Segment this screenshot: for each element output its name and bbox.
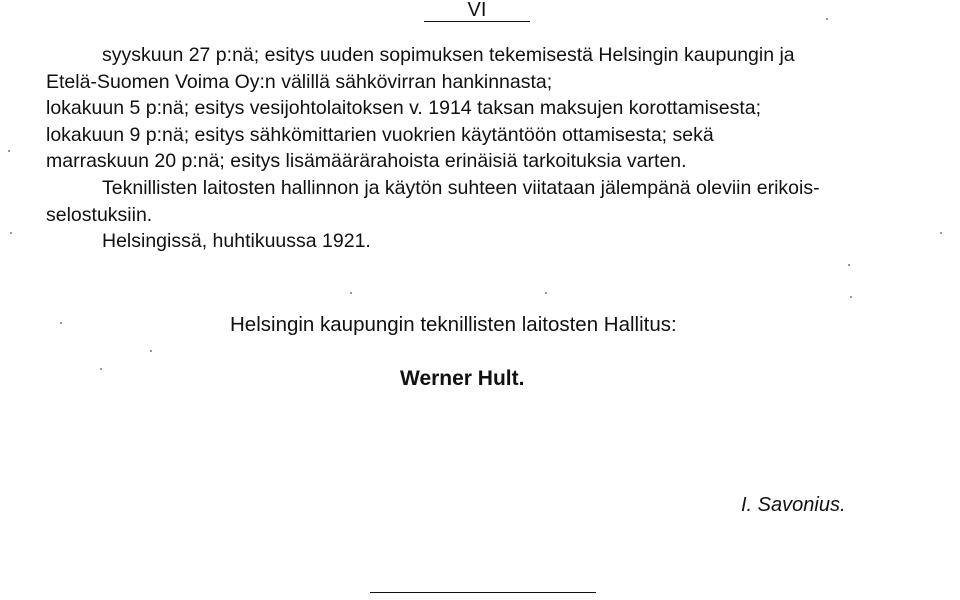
text-line: Teknillisten laitosten hallinnon ja käytön suhteen viitataan jälempänä oleviin erikois- <box>102 176 820 199</box>
scan-speck <box>8 150 10 152</box>
scan-speck <box>545 292 547 294</box>
place-date-line: Helsingissä, huhtikuussa 1921. <box>102 230 371 253</box>
scan-speck <box>150 350 152 352</box>
board-signature-line: Helsingin kaupungin teknillisten laitosten Hallitus: <box>230 313 677 336</box>
scan-speck <box>100 368 102 370</box>
text-line: selostuksiin. <box>46 203 153 226</box>
scan-speck <box>10 232 12 234</box>
text-line: lokakuun 9 p:nä; esitys sähkömittarien vuokrien käytäntöön ottamisesta; sekä <box>46 123 714 146</box>
text-line: Etelä-Suomen Voima Oy:n välillä sähkövirran hankinnasta; <box>46 70 553 93</box>
page-number: VI <box>424 0 530 22</box>
signer-name: Werner Hult. <box>400 367 525 390</box>
scan-speck <box>850 296 852 298</box>
body-text <box>46 42 912 255</box>
text-line: syyskuun 27 p:nä; esitys uuden sopimuksen tekemisestä Helsingin kaupungin ja <box>102 44 795 66</box>
scan-speck <box>940 232 942 234</box>
cosigner-name: I. Savonius. <box>741 494 846 516</box>
text-line: lokakuun 5 p:nä; esitys vesijohtolaitoksen v. 1914 taksan maksujen korottamisesta; <box>46 97 762 120</box>
scan-speck <box>848 264 850 266</box>
scan-speck <box>60 322 62 324</box>
scan-speck <box>350 292 352 294</box>
bottom-rule <box>370 592 596 593</box>
text-line: marraskuun 20 p:nä; esitys lisämäärärahoista erinäisiä tarkoituksia varten. <box>46 150 687 173</box>
scan-speck <box>826 18 828 20</box>
